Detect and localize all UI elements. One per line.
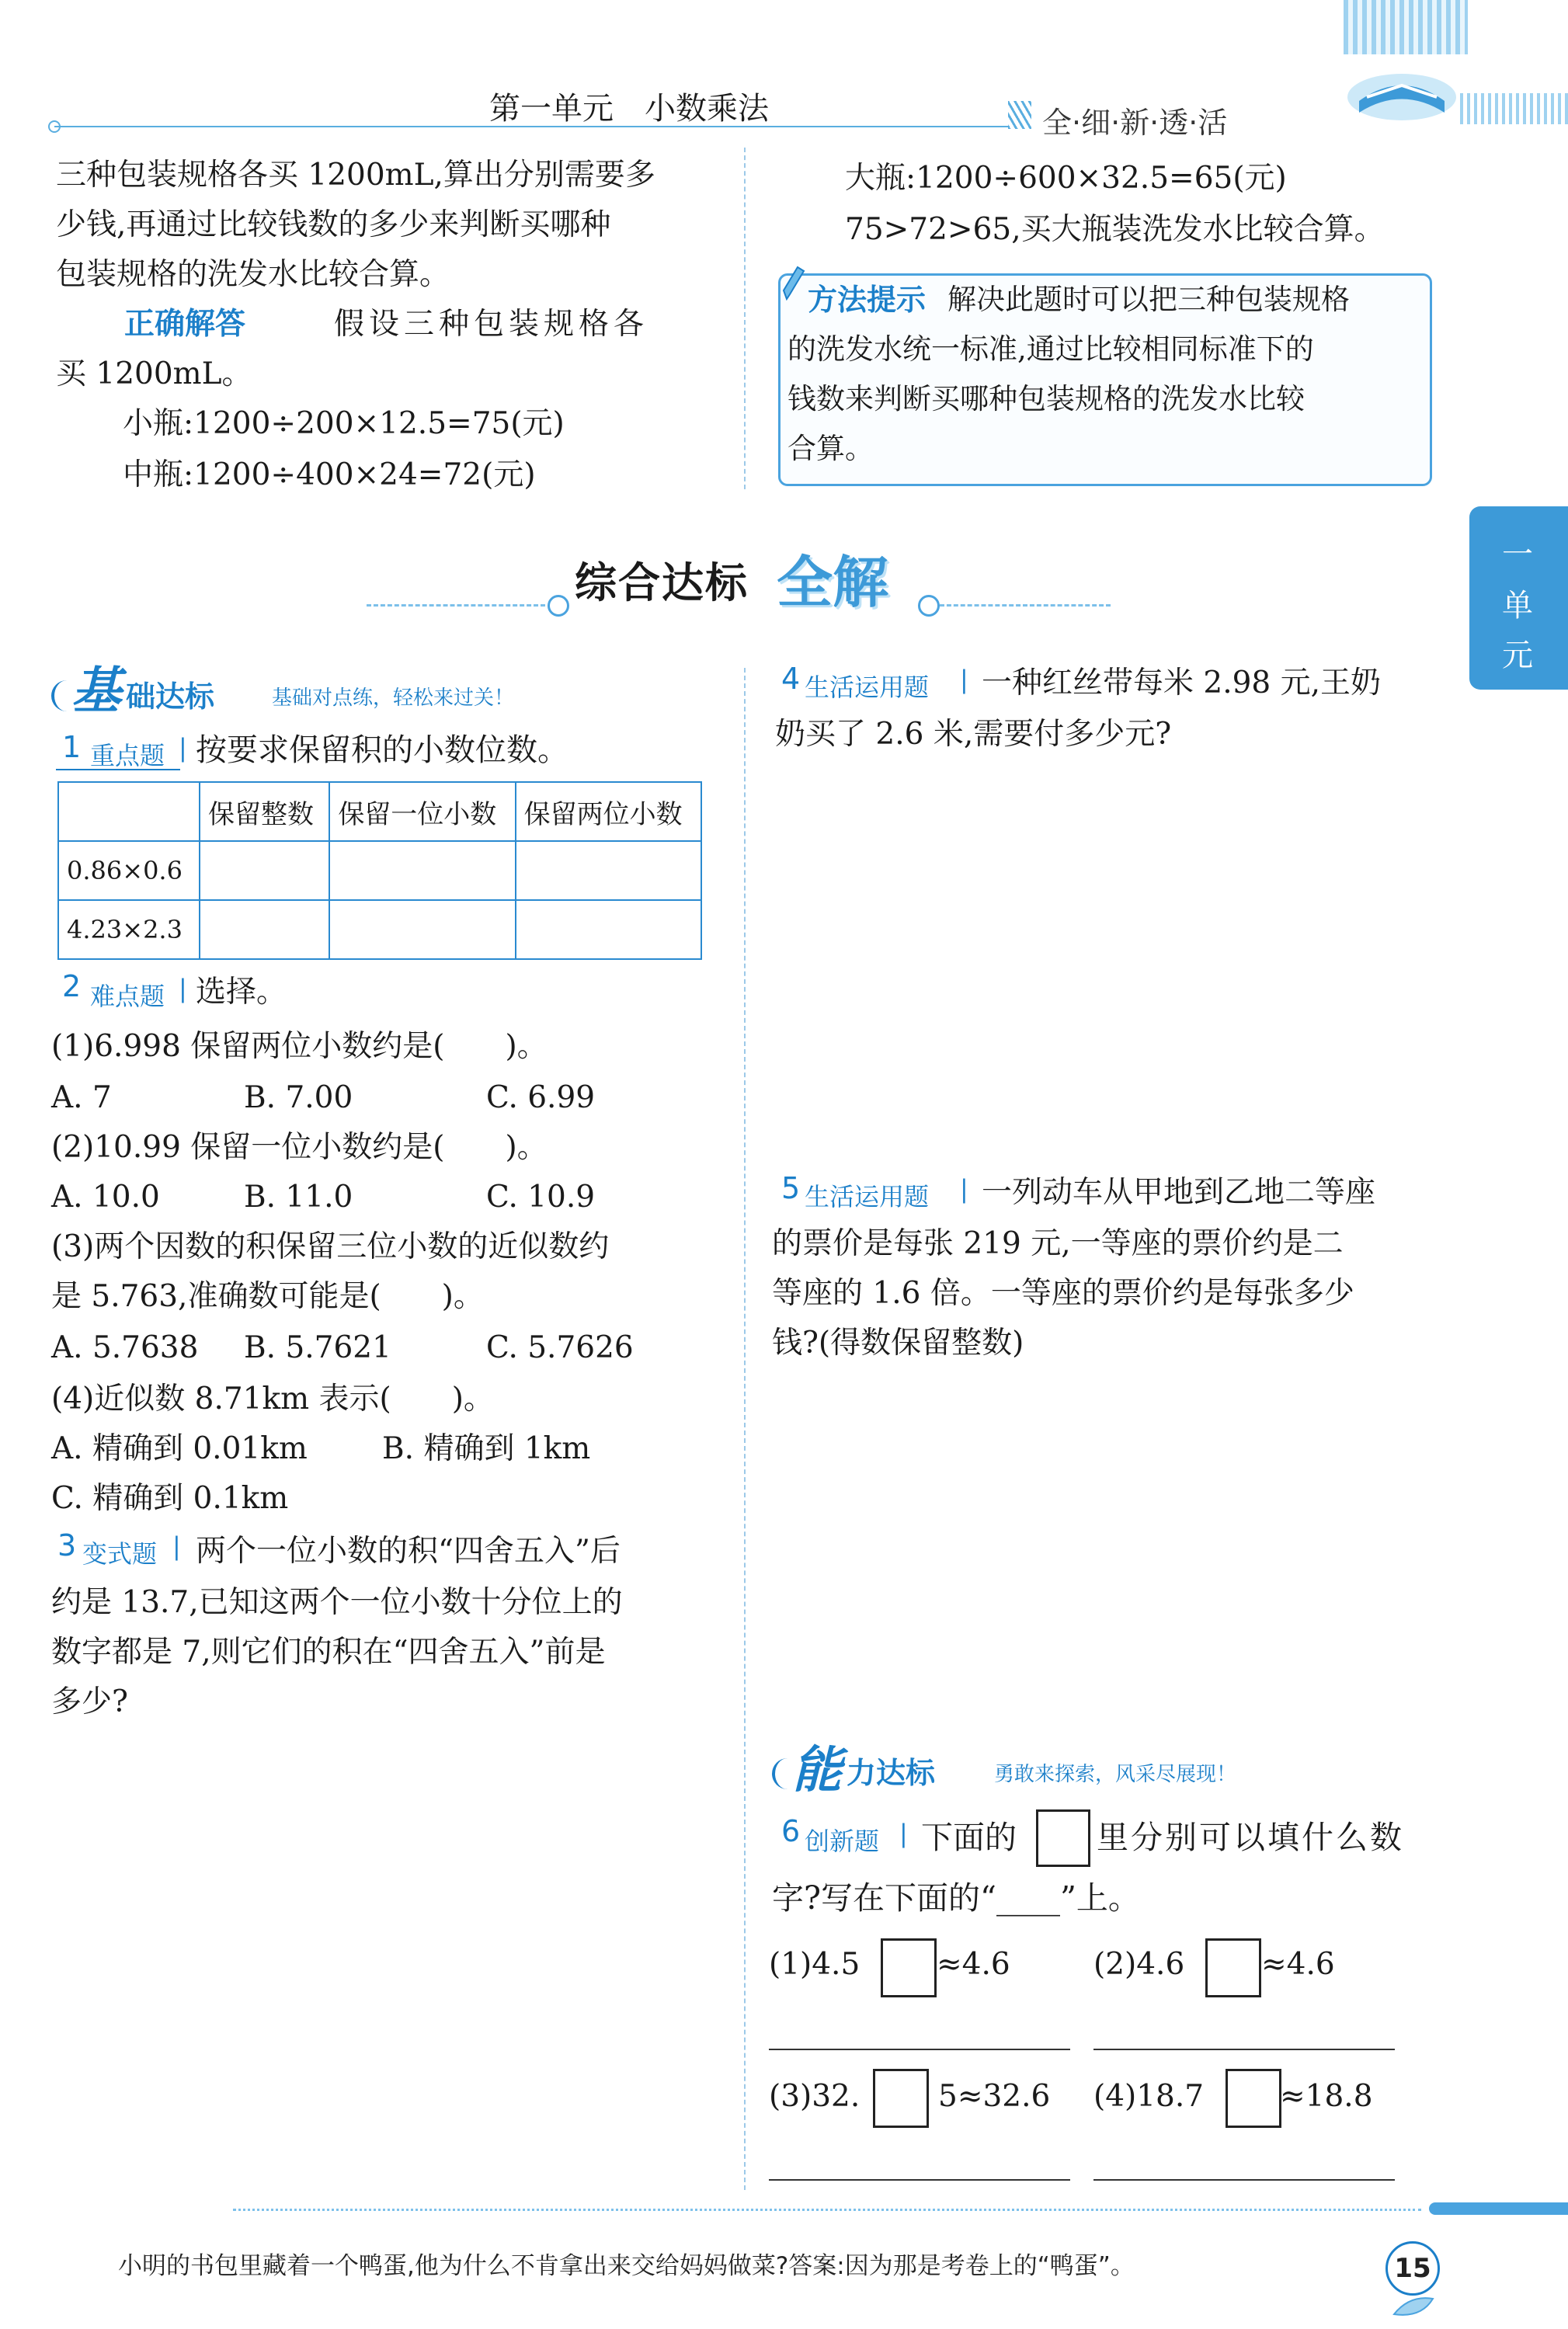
q6-p3-box[interactable] xyxy=(873,2069,929,2128)
q2-opt-4c: C. 精确到 0.1km xyxy=(51,1481,289,1516)
q1-header-integer: 保留整数 xyxy=(200,782,329,841)
q3-line-4: 多少? xyxy=(51,1684,128,1719)
page-number: 15 xyxy=(1385,2241,1440,2296)
section-title-part2: 全解 xyxy=(777,550,889,615)
answer-intro-1: 假设三种包装规格各 xyxy=(334,307,649,342)
q6-p2-post: ≈4.6 xyxy=(1261,1947,1335,1982)
q6-tag-bar: | xyxy=(899,1819,908,1848)
q5-line-1: 一列动车从甲地到乙地二等座 xyxy=(982,1175,1376,1210)
q1-cell[interactable] xyxy=(329,841,515,900)
q2-line-4: 是 5.763,准确数可能是( )。 xyxy=(51,1279,484,1314)
q6-p3-pre: (3)32. xyxy=(769,2079,860,2114)
q6-p1-box[interactable] xyxy=(881,1938,937,1997)
q1-number: 1 xyxy=(62,730,82,764)
q2-line-2: (2)10.99 保留一位小数约是( )。 xyxy=(51,1130,548,1165)
table-row xyxy=(58,841,701,900)
large-bottle: 大瓶:1200÷600×32.5=65(元) xyxy=(845,161,1287,196)
q5-answer-area[interactable] xyxy=(775,1382,1427,1693)
q2-opt-1a: A. 7 xyxy=(51,1080,112,1115)
q2-text: 选择。 xyxy=(196,975,287,1010)
table-row xyxy=(58,782,701,841)
q2-line-5: (4)近似数 8.71km 表示( )。 xyxy=(51,1382,494,1417)
q1-tag-bar: | xyxy=(179,733,187,763)
header-rule-dot xyxy=(48,120,61,133)
q1-header-two-decimal: 保留两位小数 xyxy=(516,782,701,841)
unit-title: 第一单元 小数乘法 xyxy=(489,91,769,127)
tip-label: 方法提示 xyxy=(808,283,927,317)
banner-rule-left xyxy=(367,604,545,607)
q1-cell[interactable] xyxy=(200,900,329,959)
footer-band xyxy=(1429,2202,1568,2215)
q6-line-2: 字?写在下面的“____”上。 xyxy=(772,1879,1140,1917)
q1-cell[interactable] xyxy=(329,900,515,959)
q1-cell[interactable] xyxy=(516,841,701,900)
q1-cell[interactable] xyxy=(516,900,701,959)
q3-tag: 变式题 xyxy=(82,1539,158,1569)
footer-rule xyxy=(233,2209,1421,2211)
q5-tag: 生活运用题 xyxy=(805,1182,930,1211)
q1-row-2-label: 4.23×2.3 xyxy=(58,900,200,959)
tip-line-3: 钱数来判断买哪种包装规格的洗发水比较 xyxy=(787,382,1305,415)
q2-opt-1b: B. 7.00 xyxy=(244,1080,353,1115)
side-tab xyxy=(1469,506,1568,690)
side-tab-char-1: 一 xyxy=(1502,537,1533,572)
q2-tag: 难点题 xyxy=(90,982,165,1011)
q6-text-a: 下面的 xyxy=(921,1819,1017,1856)
small-bottle: 小瓶:1200÷200×12.5=75(元) xyxy=(123,406,565,441)
top-left-line-2: 少钱,再通过比较钱数的多少来判断买哪种 xyxy=(56,207,611,242)
q1-text: 按要求保留积的小数位数。 xyxy=(196,732,568,768)
q1-cell[interactable] xyxy=(200,841,329,900)
q6-text-b: 里分别可以填什么数 xyxy=(1097,1819,1404,1856)
q6-p4-post: ≈18.8 xyxy=(1280,2079,1373,2114)
q2-opt-3a: A. 5.7638 xyxy=(51,1330,199,1365)
header-rule xyxy=(54,126,1010,127)
q1-underline xyxy=(56,769,180,770)
q2-opt-4b: B. 精确到 1km xyxy=(382,1431,591,1466)
q6-sample-box xyxy=(1036,1809,1090,1867)
answer-intro-2: 买 1200mL。 xyxy=(56,356,252,391)
basic-rest: 础达标 xyxy=(126,680,215,714)
tip-line-4: 合算。 xyxy=(787,432,874,465)
q4-answer-area[interactable] xyxy=(775,769,1427,1142)
q5-number: 5 xyxy=(781,1171,801,1205)
q2-opt-3b: B. 5.7621 xyxy=(244,1330,391,1365)
column-divider-top xyxy=(744,148,746,489)
q3-tag-bar: | xyxy=(172,1531,181,1561)
top-left-line-3: 包装规格的洗发水比较合算。 xyxy=(56,257,450,292)
q6-p3-post: 5≈32.6 xyxy=(938,2079,1051,2114)
q3-line-1: 两个一位小数的积“四舍五入”后 xyxy=(196,1534,621,1569)
q3-line-3: 数字都是 7,则它们的积在“四舍五入”前是 xyxy=(51,1635,606,1670)
q6-p1-pre: (1)4.5 xyxy=(769,1947,860,1982)
banner-dot-left xyxy=(548,595,569,617)
q2-line-3: (3)两个因数的积保留三位小数的近似数约 xyxy=(51,1229,610,1264)
q2-opt-4a: A. 精确到 0.01km xyxy=(51,1431,308,1466)
q2-opt-1c: C. 6.99 xyxy=(486,1080,596,1115)
q3-line-2: 约是 13.7,已知这两个一位小数十分位上的 xyxy=(51,1585,623,1620)
tip-line-1: 解决此题时可以把三种包装规格 xyxy=(947,283,1350,316)
header-stripe xyxy=(1344,0,1468,54)
q6-number: 6 xyxy=(781,1814,801,1848)
q6-p1-post: ≈4.6 xyxy=(937,1947,1010,1982)
banner-dot-right xyxy=(918,595,940,617)
motto-slash xyxy=(1008,101,1031,129)
q2-opt-2c: C. 10.9 xyxy=(486,1180,596,1215)
q6-p2-pre: (2)4.6 xyxy=(1093,1947,1185,1982)
q6-answer-line-3[interactable] xyxy=(769,2179,1070,2181)
q3-number: 3 xyxy=(57,1528,77,1563)
ability-slogan: 勇敢来探索，风采尽展现！ xyxy=(994,1763,1237,1786)
q1-tag: 重点题 xyxy=(90,741,165,770)
q5-line-4: 钱?(得数保留整数) xyxy=(772,1326,1024,1361)
q1-row-1-label: 0.86×0.6 xyxy=(58,841,200,900)
q4-line-2: 奶买了 2.6 米,需要付多少元? xyxy=(775,717,1172,752)
column-divider-bottom xyxy=(744,668,746,2190)
banner-rule-right xyxy=(940,604,1111,607)
basic-big-char: 基 xyxy=(71,662,121,720)
tip-line-2: 的洗发水统一标准,通过比较相同标准下的 xyxy=(787,332,1314,366)
section-title-part1: 综合达标 xyxy=(575,558,749,607)
q2-opt-2b: B. 11.0 xyxy=(244,1180,353,1215)
table-row xyxy=(58,900,701,959)
basic-slogan: 基础对点练，轻松来过关！ xyxy=(272,687,515,710)
q6-answer-line-1[interactable] xyxy=(769,2049,1070,2050)
q6-answer-line-2[interactable] xyxy=(1093,2049,1395,2050)
q4-tag: 生活运用题 xyxy=(805,673,930,702)
q2-opt-2a: A. 10.0 xyxy=(51,1180,160,1215)
q6-p4-pre: (4)18.7 xyxy=(1093,2079,1205,2114)
leaf-icon xyxy=(1390,2291,1437,2322)
q6-p4-box[interactable] xyxy=(1226,2069,1281,2128)
q1-header-empty xyxy=(58,782,200,841)
q2-line-1: (1)6.998 保留两位小数约是( )。 xyxy=(51,1029,548,1064)
q5-tag-bar: | xyxy=(960,1174,968,1204)
q5-line-3: 等座的 1.6 倍。一等座的票价约是每张多少 xyxy=(772,1276,1354,1311)
motto: 全·细·新·透·活 xyxy=(1042,106,1228,140)
q5-line-2: 的票价是每张 219 元,一等座的票价约是二 xyxy=(772,1226,1344,1261)
q1-table xyxy=(57,781,702,960)
side-tab-char-3: 元 xyxy=(1502,638,1533,673)
q4-line-1: 一种红丝带每米 2.98 元,王奶 xyxy=(982,666,1382,700)
side-tab-char-2: 单 xyxy=(1502,588,1533,624)
header-right-band xyxy=(1460,93,1568,124)
answer-label: 正确解答 xyxy=(124,307,246,342)
q2-tag-bar: | xyxy=(179,974,187,1003)
q2-opt-3c: C. 5.7626 xyxy=(486,1330,634,1365)
q6-tag: 创新题 xyxy=(805,1827,880,1856)
top-left-line-1: 三种包装规格各买 1200mL,算出分别需要多 xyxy=(56,158,655,193)
footer-riddle: 小明的书包里藏着一个鸭蛋,他为什么不肯拿出来交给妈妈做菜?答案:因为那是考卷上的“鸭蛋”。 xyxy=(118,2252,1135,2280)
compare-result: 75>72>65,买大瓶装洗发水比较合算。 xyxy=(845,212,1385,247)
medium-bottle: 中瓶:1200÷400×24=72(元) xyxy=(123,457,536,492)
book-emblem-icon xyxy=(1344,54,1460,124)
q4-number: 4 xyxy=(781,662,801,696)
q2-number: 2 xyxy=(62,969,82,1003)
q4-tag-bar: | xyxy=(960,665,968,694)
pencil-icon xyxy=(781,264,807,303)
ability-big-char: 能 xyxy=(792,1742,842,1799)
q6-p2-box[interactable] xyxy=(1205,1938,1261,1997)
q1-header-one-decimal: 保留一位小数 xyxy=(329,782,515,841)
ability-rest: 力达标 xyxy=(847,1756,936,1790)
q6-answer-line-4[interactable] xyxy=(1093,2179,1395,2181)
